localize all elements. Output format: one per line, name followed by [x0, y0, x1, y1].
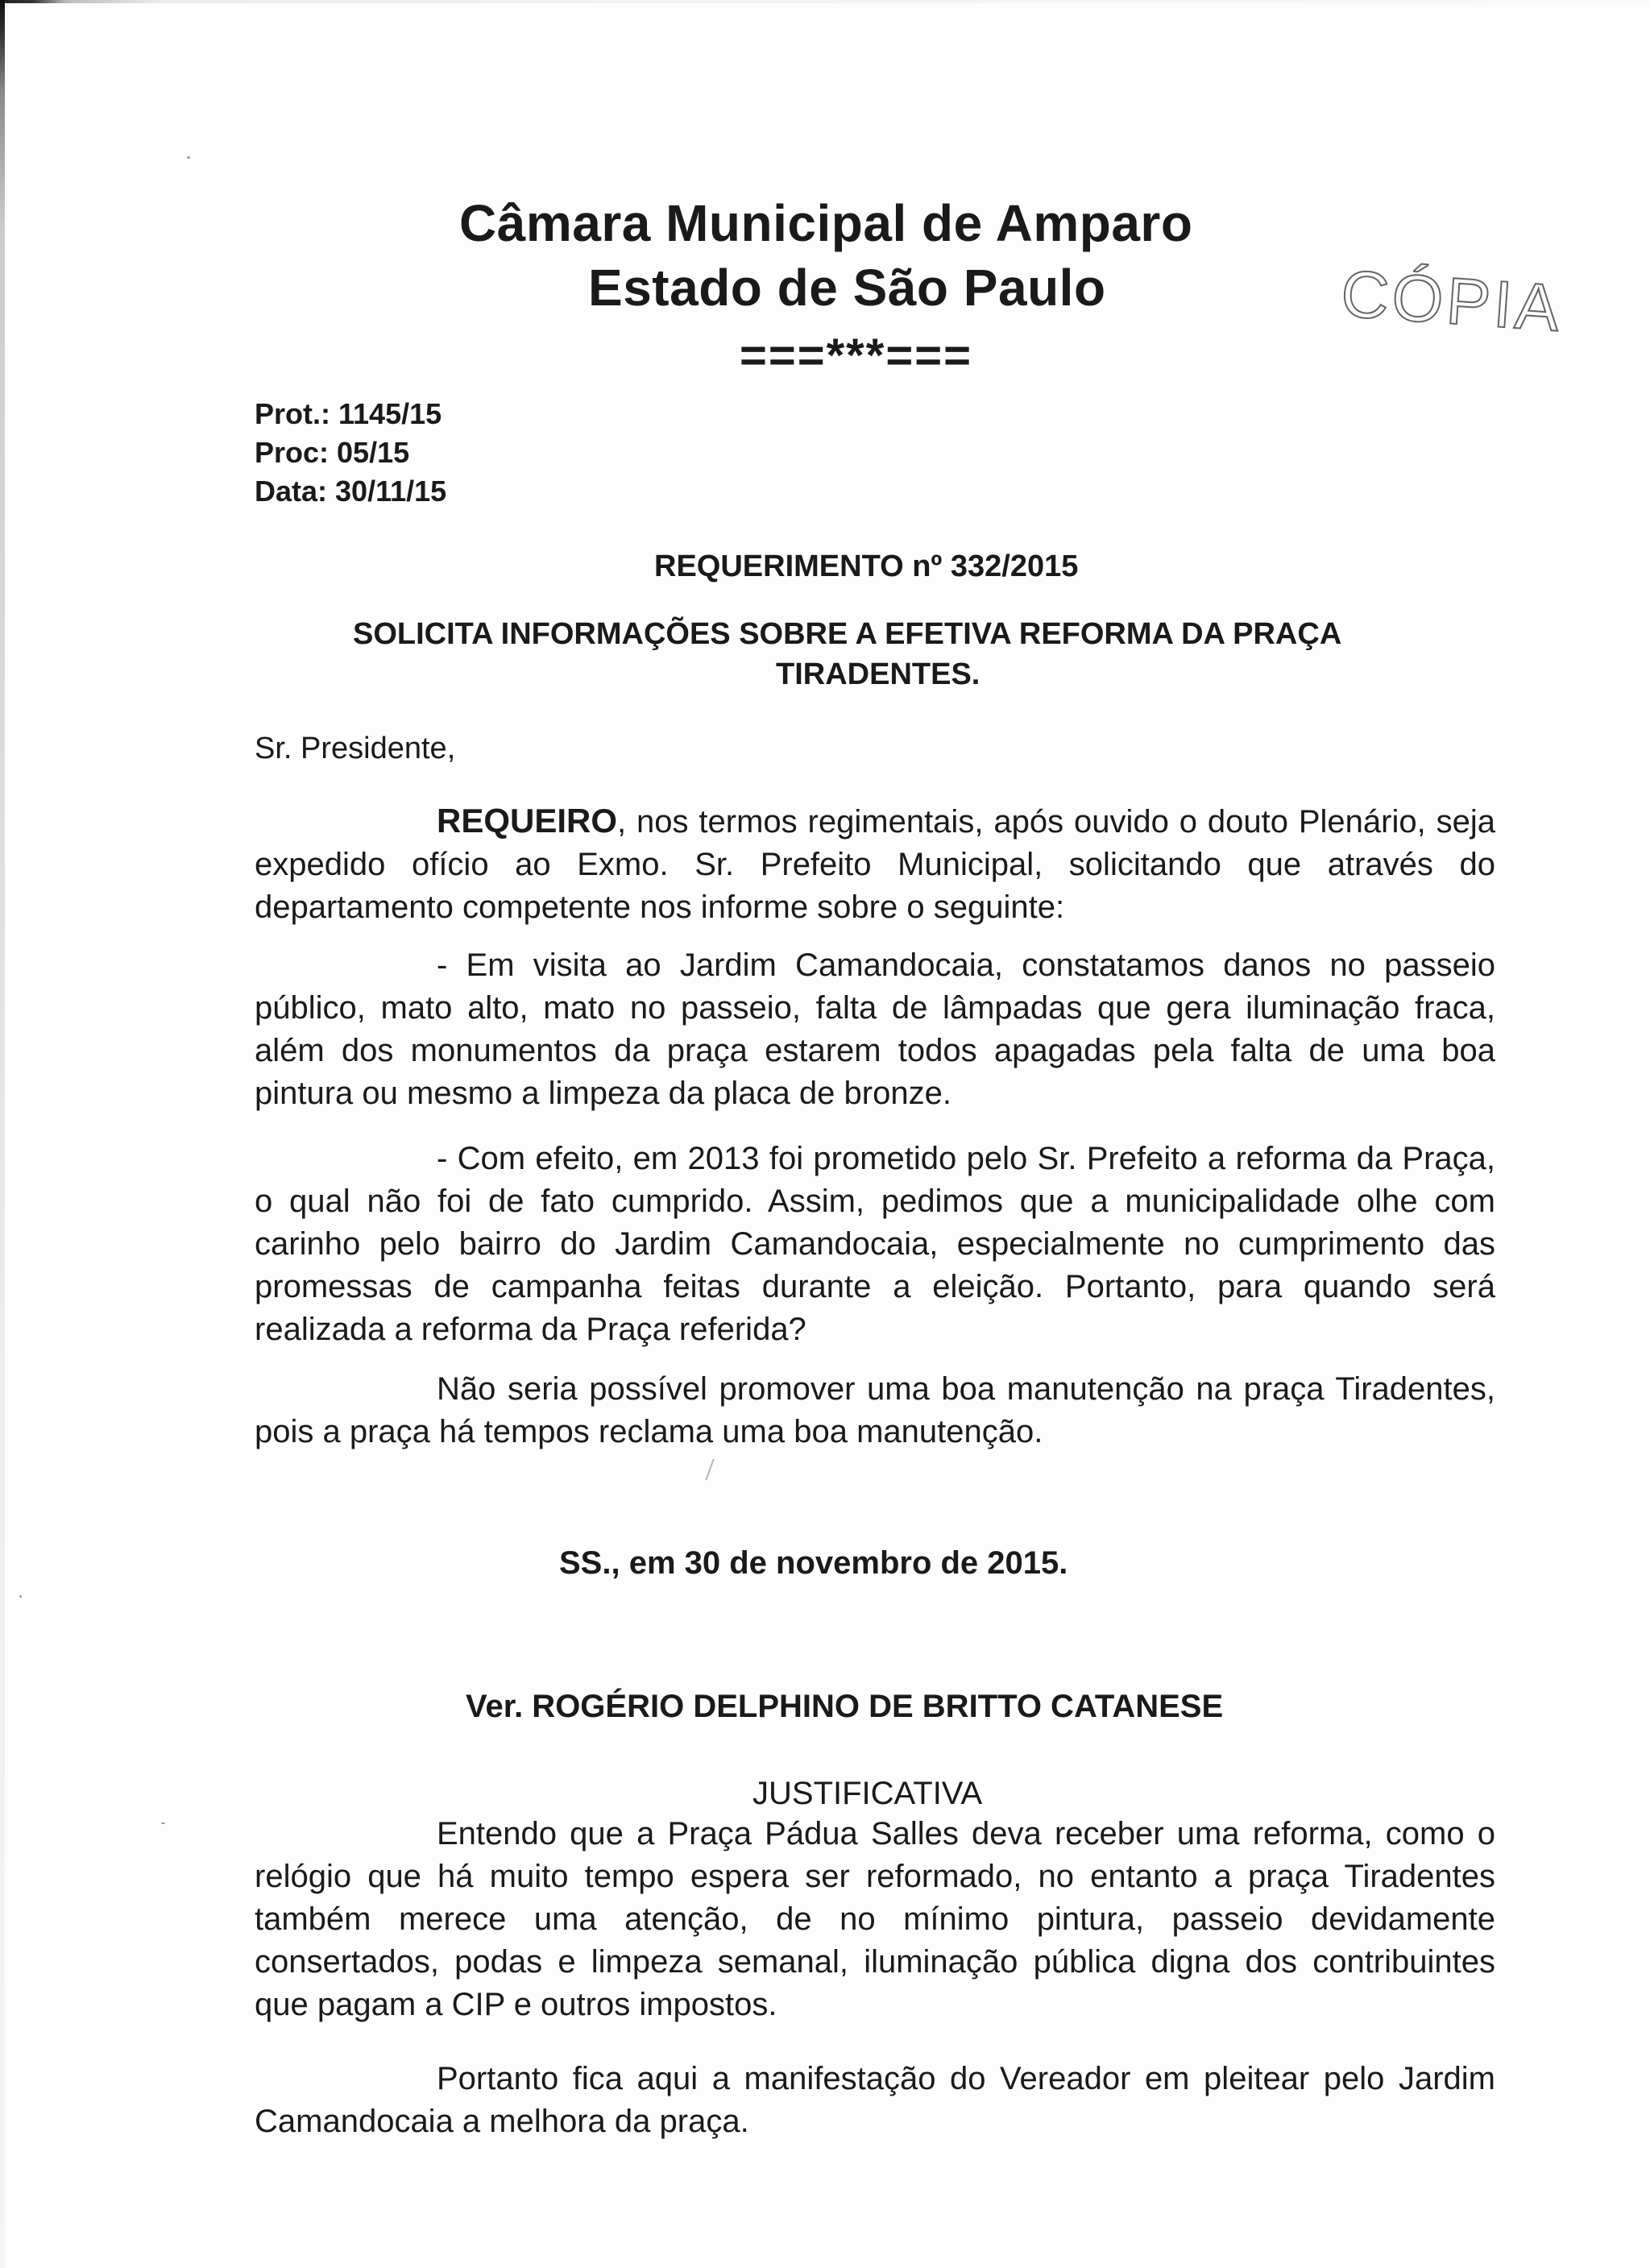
header-title-line2: Estado de São Paulo [588, 259, 1106, 317]
signature-name: Ver. ROGÉRIO DELPHINO DE BRITTO CATANESE [466, 1689, 1224, 1724]
paragraph-maintenance [255, 1368, 1495, 1453]
greeting: Sr. Presidente, [255, 732, 456, 765]
paragraph-promise-text: - Com efeito, em 2013 foi prometido pelo Sr. Prefeito a reforma da Praça, o qual não foi de fato cumprido. Assim, pedimos que a municipalidade olhe com carinho pelo bairro do Jardim Camandocaia, especialmente no cumprimento das promessas de campanha feitas durante a eleição. Portanto, para quando será realizada a reforma da Praça referida? [255, 1141, 1495, 1347]
header-separator: ===***=== [740, 330, 972, 382]
header-title-line1: Câmara Municipal de Amparo [459, 194, 1193, 252]
scan-edge-left [0, 0, 5, 2268]
justificativa-paragraph1 [255, 1813, 1495, 2026]
justificativa-paragraph1-text: Entendo que a Praça Pádua Salles deva receber uma reforma, como o relógio que há muito tempo espera ser reformado, no entanto a praça Tiradentes também merece uma atenção, de no mínimo pintura, passeio devidamente consertados, podas e limpeza semanal, iluminação pública digna dos contribuintes que pagam a CIP e outros impostos. [255, 1816, 1495, 2022]
paragraph-visit-text: - Em visita ao Jardim Camandocaia, constatamos danos no passeio público, mato alto, mato no passeio, falta de lâmpadas que gera iluminação fraca, além dos monumentos da praça estarem todos apagadas pela falta de uma boa pintura ou mesmo a limpeza da placa de bronze. [255, 947, 1495, 1111]
process-number: Proc: 05/15 [255, 436, 410, 469]
protocol-number: Prot.: 1145/15 [255, 397, 442, 430]
scan-edge-top [0, 0, 1650, 3]
protocol-date: Data: 30/11/15 [255, 475, 447, 508]
scan-mark [705, 1459, 714, 1481]
paragraph-request-lead: REQUEIRO [437, 802, 618, 840]
requerimento-title: REQUERIMENTO nº 332/2015 [654, 549, 1079, 583]
paragraph-request-text: , nos termos regimentais, após ouvido o douto Plenário, seja expedido ofício ao Exmo. Sr. Prefeito Municipal, solicitando que através do departamento competente nos informe sobre o seguinte: [255, 804, 1495, 925]
copia-stamp: CÓPIA [1338, 256, 1565, 346]
scan-speck [19, 1595, 22, 1598]
paragraph-request [255, 799, 1495, 929]
paragraph-maintenance-text: Não seria possível promover uma boa manutenção na praça Tiradentes, pois a praça há tempos reclama uma boa manutenção. [255, 1371, 1495, 1449]
scan-speck [187, 156, 190, 159]
requerimento-subject-line1: SOLICITA INFORMAÇÕES SOBRE A EFETIVA REFORMA DA PRAÇA [353, 617, 1342, 651]
closing-date: SS., em 30 de novembro de 2015. [559, 1545, 1068, 1581]
justificativa-paragraph2-text: Portanto fica aqui a manifestação do Vereador em pleitear pelo Jardim Camandocaia a melhora da praça. [255, 2061, 1495, 2139]
justificativa-heading: JUSTIFICATIVA [752, 1776, 983, 1811]
scan-speck [161, 1822, 165, 1824]
justificativa-paragraph2 [255, 2058, 1495, 2143]
paragraph-promise [255, 1138, 1495, 1351]
paragraph-visit [255, 944, 1495, 1115]
requerimento-subject-line2: TIRADENTES. [776, 657, 980, 691]
